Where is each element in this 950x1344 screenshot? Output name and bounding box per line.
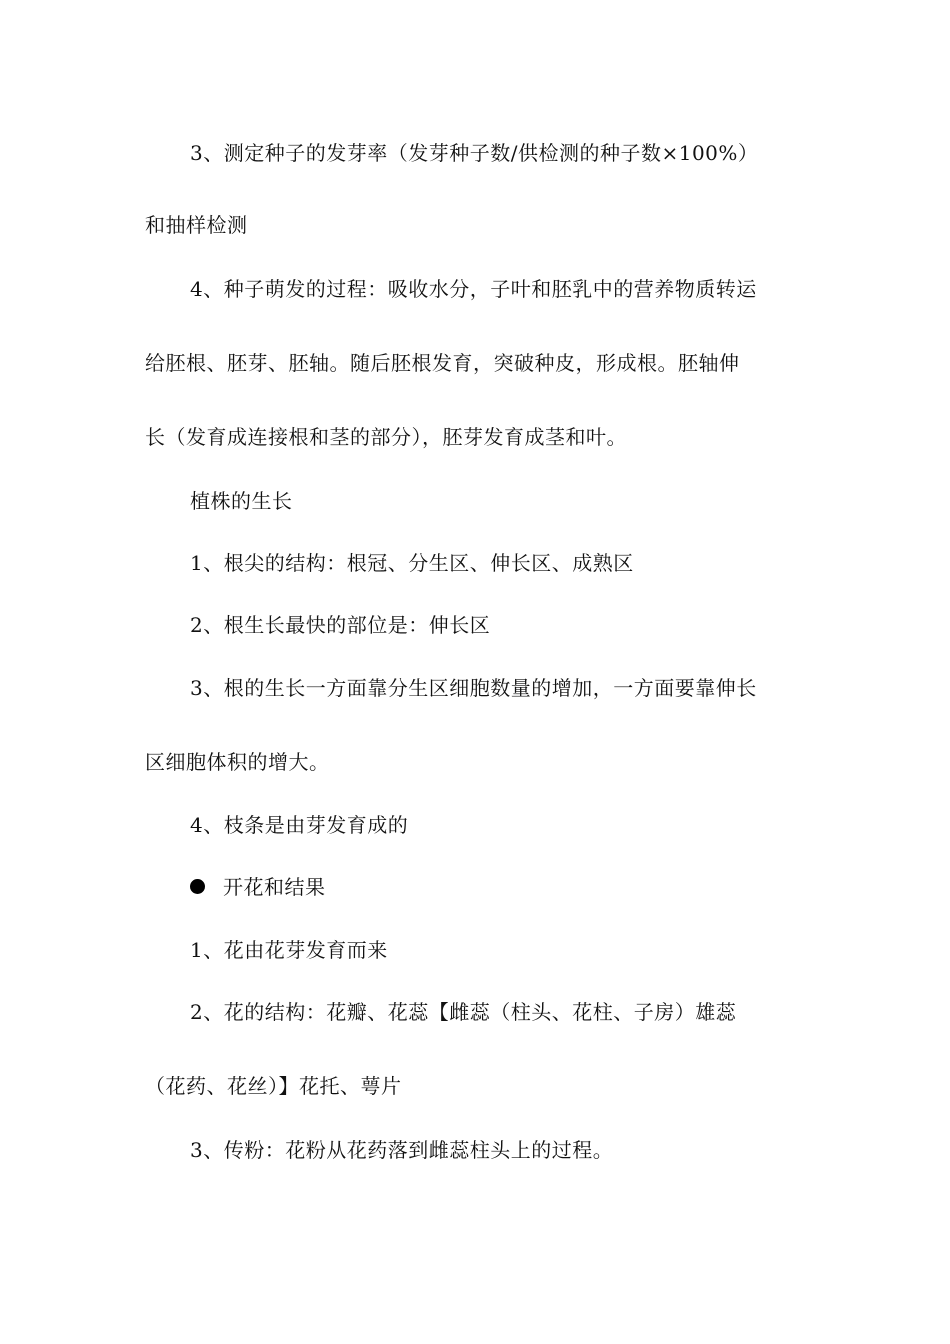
paragraph-line: 4、枝条是由芽发育成的 bbox=[190, 813, 409, 837]
bullet-heading bbox=[190, 873, 805, 901]
paragraph-line: 1、根尖的结构：根冠、分生区、伸长区、成熟区 bbox=[190, 551, 634, 575]
paragraph-line: 2、根生长最快的部位是：伸长区 bbox=[190, 613, 491, 637]
paragraph-line: 区细胞体积的增大。 bbox=[145, 750, 330, 774]
paragraph-line: 3、根的生长一方面靠分生区细胞数量的增加，一方面要靠伸长 bbox=[190, 676, 757, 700]
paragraph-line: （花药、花丝）】花托、萼片 bbox=[145, 1074, 402, 1098]
paragraph-line: 和抽样检测 bbox=[145, 213, 248, 237]
paragraph-line: 1、花由花芽发育而来 bbox=[190, 938, 388, 962]
paragraph-line: 长（发育成连接根和茎的部分），胚芽发育成茎和叶。 bbox=[145, 425, 627, 449]
bullet-dot-icon bbox=[190, 879, 205, 894]
paragraph-line: 3、传粉：花粉从花药落到雌蕊柱头上的过程。 bbox=[190, 1138, 614, 1162]
paragraph-line: 2、花的结构：花瓣、花蕊【雌蕊（柱头、花柱、子房）雄蕊 bbox=[190, 1000, 737, 1024]
paragraph-line: 3、测定种子的发芽率（发芽种子数/供检测的种子数×100%） bbox=[190, 141, 759, 165]
section-heading: 植株的生长 bbox=[190, 489, 293, 513]
paragraph-line: 4、种子萌发的过程：吸收水分，子叶和胚乳中的营养物质转运 bbox=[190, 277, 757, 301]
paragraph-line: 给胚根、胚芽、胚轴。随后胚根发育，突破种皮，形成根。胚轴伸 bbox=[145, 351, 740, 375]
bullet-heading-text: 开花和结果 bbox=[223, 875, 326, 899]
